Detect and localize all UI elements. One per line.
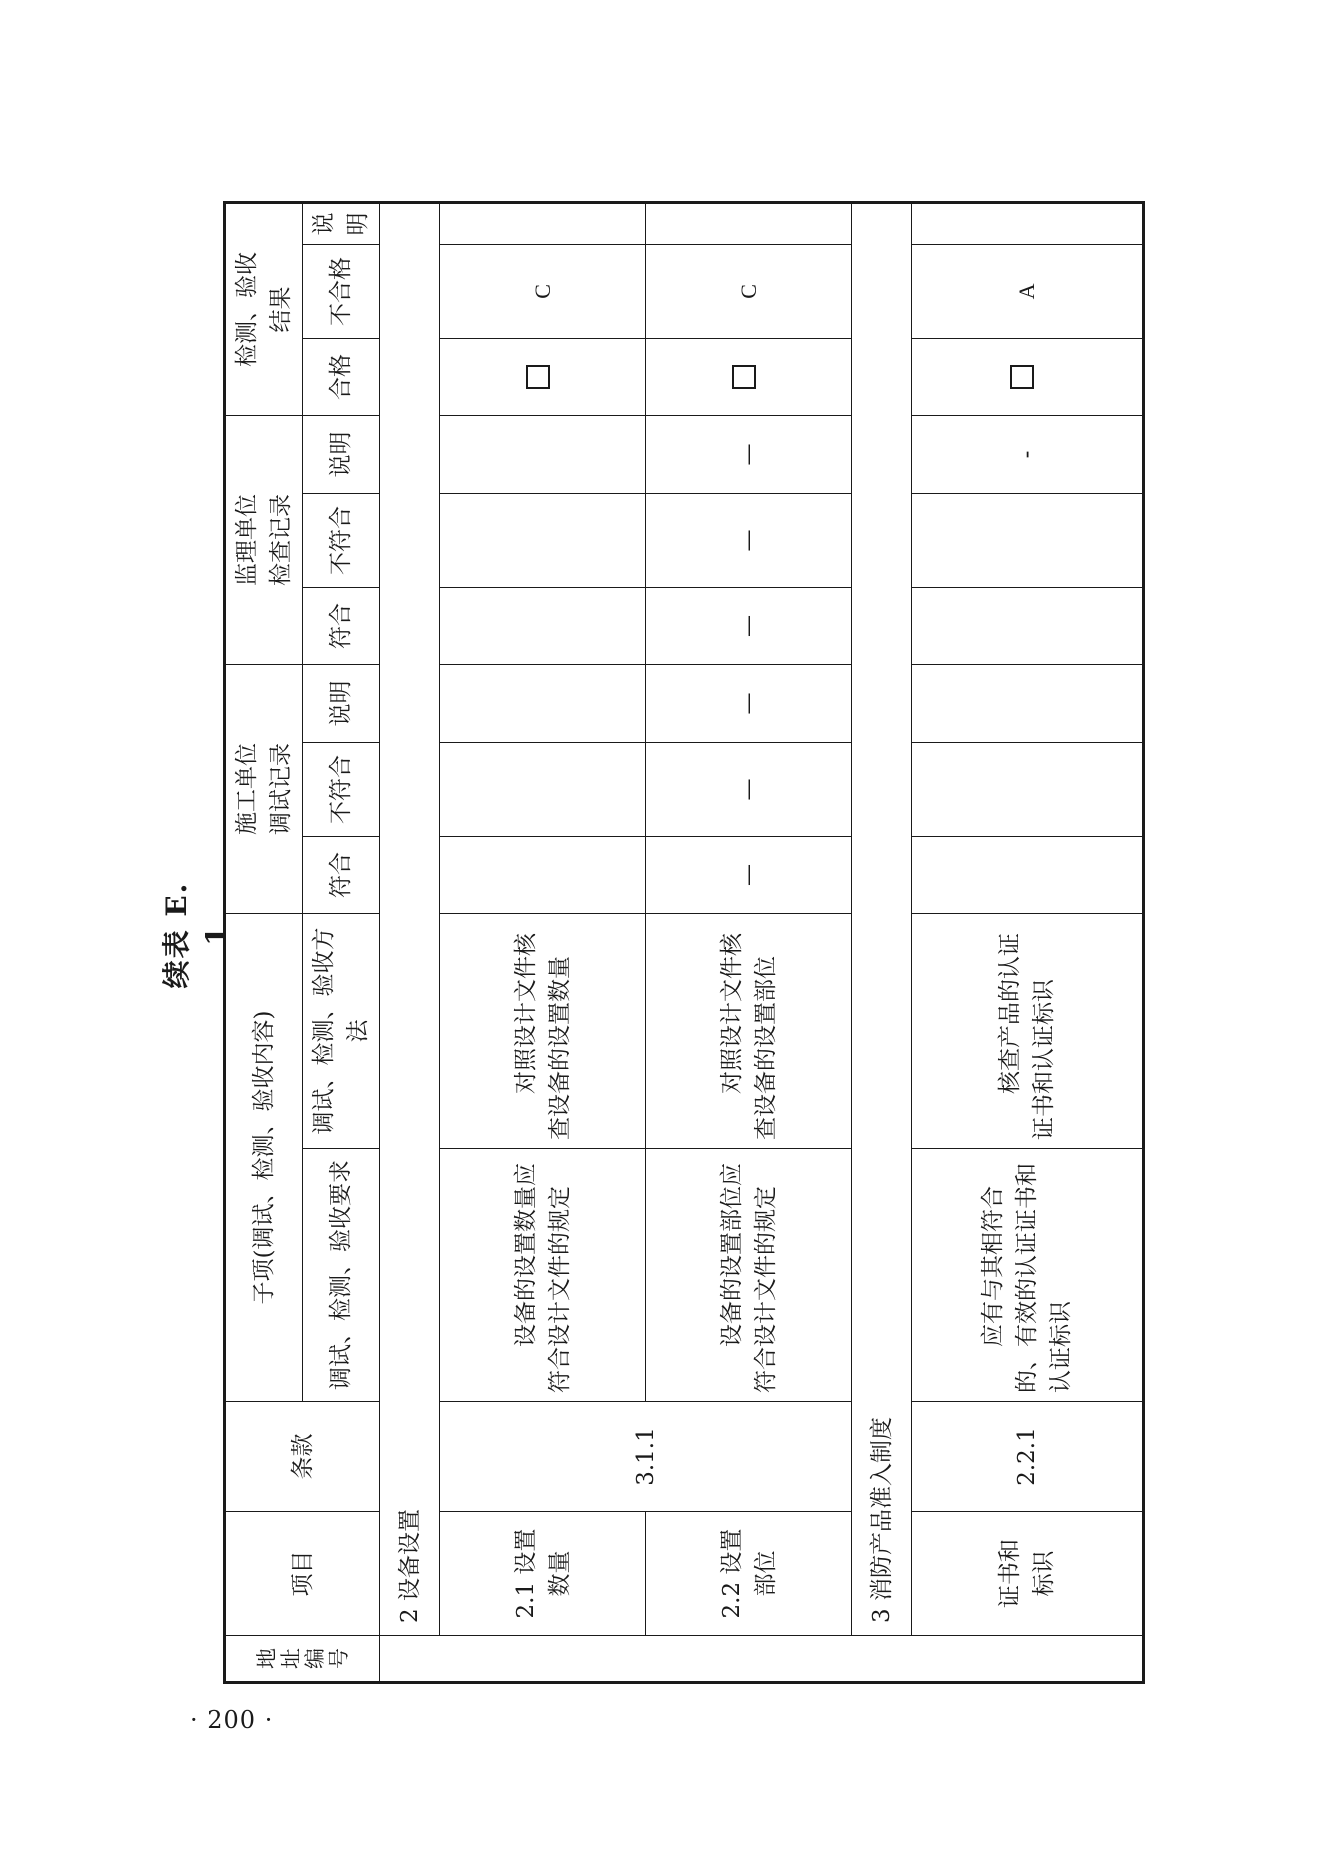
contractor-note-cell: — [646, 664, 852, 742]
method-cell: 核查产品的认证证书和认证标识 [912, 913, 1144, 1148]
result-note-cell [646, 202, 852, 244]
page-number: · 200 · [190, 1706, 274, 1734]
col-result-fail: 不合格 [303, 244, 380, 338]
col-supervisor: 监理单位检查记录 [225, 415, 303, 664]
result-fail-cell: A [912, 244, 1144, 338]
col-method: 调试、检测、验收方法 [303, 913, 380, 1148]
result-pass-cell [440, 338, 646, 415]
result-note-cell [912, 202, 1144, 244]
col-result-pass: 合格 [303, 338, 380, 415]
col-contractor-comply: 符合 [303, 836, 380, 913]
result-pass-cell [646, 338, 852, 415]
result-fail-cell: C [646, 244, 852, 338]
contractor-noncomply-cell: — [646, 742, 852, 836]
contractor-comply-cell [912, 836, 1144, 913]
col-contractor: 施工单位调试记录 [225, 664, 303, 913]
col-supervisor-comply: 符合 [303, 587, 380, 664]
requirement-cell: 设备的设置数量应符合设计文件的规定 [440, 1149, 646, 1402]
supervisor-note-cell [440, 415, 646, 493]
contractor-noncomply-cell [440, 742, 646, 836]
supervisor-noncomply-cell [440, 493, 646, 587]
requirement-cell: 设备的设置部位应符合设计文件的规定 [646, 1149, 852, 1402]
supervisor-noncomply-cell: — [646, 493, 852, 587]
contractor-note-cell [440, 664, 646, 742]
method-cell: 对照设计文件核查设备的设置数量 [440, 913, 646, 1148]
col-contractor-note: 说明 [303, 664, 380, 742]
section-heading: 2 设备设置 [380, 202, 440, 1635]
method-cell: 对照设计文件核查设备的设置部位 [646, 913, 852, 1148]
requirement-cell: 应有与其相符合的、有效的认证证书和认证标识 [912, 1149, 1144, 1402]
col-result: 检测、验收结果 [225, 202, 303, 415]
col-clause: 条款 [225, 1402, 380, 1512]
item-cell: 2.1 设置数量 [440, 1512, 646, 1636]
supervisor-note-cell: - [912, 415, 1144, 493]
section-heading: 3 消防产品准入制度 [852, 202, 912, 1635]
item-cell: 2.2 设置部位 [646, 1512, 852, 1636]
col-item: 项目 [225, 1512, 380, 1636]
inspection-table [223, 201, 1145, 1684]
contractor-note-cell [912, 664, 1144, 742]
col-requirement: 调试、检测、验收要求 [303, 1149, 380, 1402]
result-fail-cell: C [440, 244, 646, 338]
col-address-code: 地址编号 [225, 1636, 380, 1683]
supervisor-note-cell: — [646, 415, 852, 493]
supervisor-comply-cell: — [646, 587, 852, 664]
result-pass-cell [912, 338, 1144, 415]
clause-cell: 3.1.1 [440, 1402, 852, 1512]
contractor-noncomply-cell [912, 742, 1144, 836]
page-title: 续表 E. 1 [160, 881, 233, 989]
clause-cell: 2.2.1 [912, 1402, 1144, 1512]
pass-checkbox[interactable] [526, 365, 550, 389]
col-supervisor-note: 说明 [303, 415, 380, 493]
address-code-cell [380, 1636, 1144, 1683]
col-contractor-noncomply: 不符合 [303, 742, 380, 836]
pass-checkbox[interactable] [1010, 365, 1034, 389]
supervisor-noncomply-cell [912, 493, 1144, 587]
supervisor-comply-cell [440, 587, 646, 664]
col-supervisor-noncomply: 不符合 [303, 493, 380, 587]
col-subitem: 子项(调试、检测、验收内容) [225, 913, 303, 1401]
pass-checkbox[interactable] [732, 365, 756, 389]
inspection-table-rotated [223, 204, 1133, 1684]
item-cell: 证书和标识 [912, 1512, 1144, 1636]
contractor-comply-cell [440, 836, 646, 913]
supervisor-comply-cell [912, 587, 1144, 664]
contractor-comply-cell: — [646, 836, 852, 913]
result-note-cell [440, 202, 646, 244]
col-result-note: 说明 [303, 202, 380, 244]
